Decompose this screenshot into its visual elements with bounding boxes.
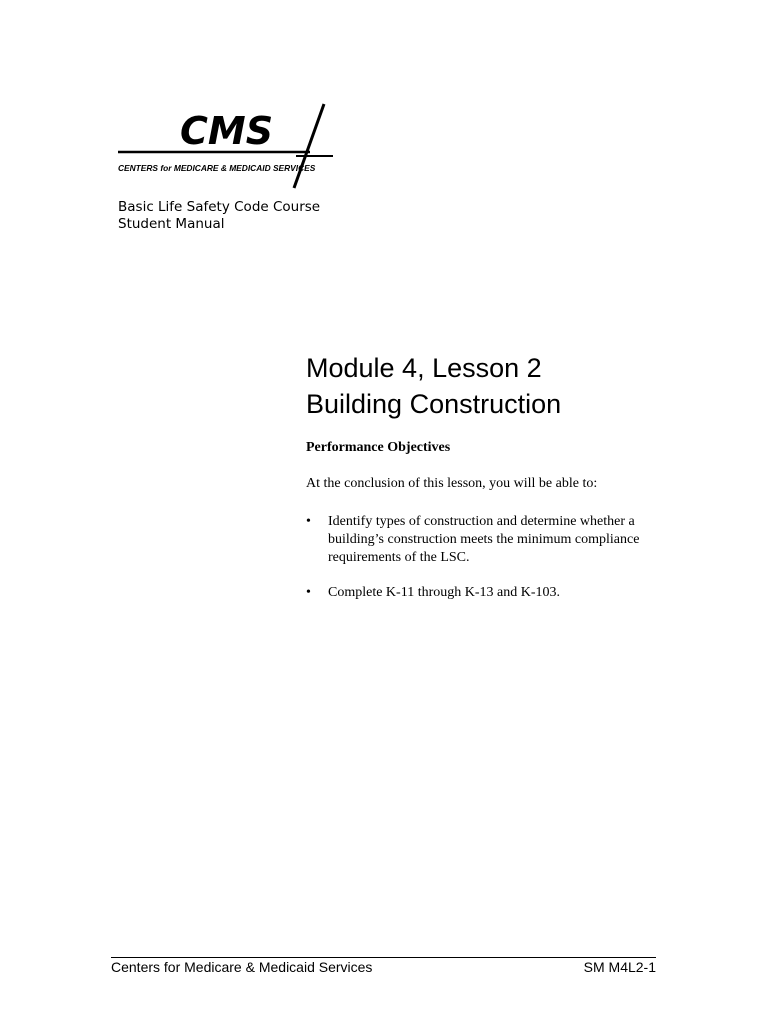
- module-lesson: Module 4, Lesson 2: [306, 353, 542, 383]
- course-title: [118, 199, 320, 233]
- footer-organization: Centers for Medicare & Medicaid Services: [111, 959, 373, 975]
- logo-wordmark: CMS: [180, 109, 274, 153]
- objective-text: Complete K-11 through K-13 and K-103.: [328, 585, 560, 600]
- footer-divider: [111, 957, 656, 958]
- page-number: SM M4L2-1: [583, 959, 656, 975]
- logo-tagline: CENTERS for MEDICARE & MEDICAID SERVICES: [118, 163, 316, 173]
- course-name: Basic Life Safety Code Course: [118, 199, 321, 215]
- bullet-icon: •: [306, 585, 311, 600]
- objectives-heading: Performance Objectives: [306, 440, 451, 455]
- page-footer: [111, 959, 656, 975]
- cms-logo-graphic: [118, 100, 340, 192]
- bullet-icon: •: [306, 514, 311, 529]
- lesson-title: [306, 350, 561, 422]
- lesson-name: Building Construction: [306, 389, 562, 419]
- cms-logo: [118, 100, 340, 192]
- list-item: [306, 513, 666, 567]
- objectives-intro: At the conclusion of this lesson, you will be able to:: [306, 476, 598, 491]
- logo-slash: [294, 104, 324, 188]
- objective-text: Identify types of construction and determine whether a building’s construction meets the minimum compliance requirements of the LSC.: [328, 514, 640, 565]
- list-item: [306, 584, 666, 602]
- objectives-list: [306, 513, 666, 619]
- manual-type: Student Manual: [118, 216, 225, 232]
